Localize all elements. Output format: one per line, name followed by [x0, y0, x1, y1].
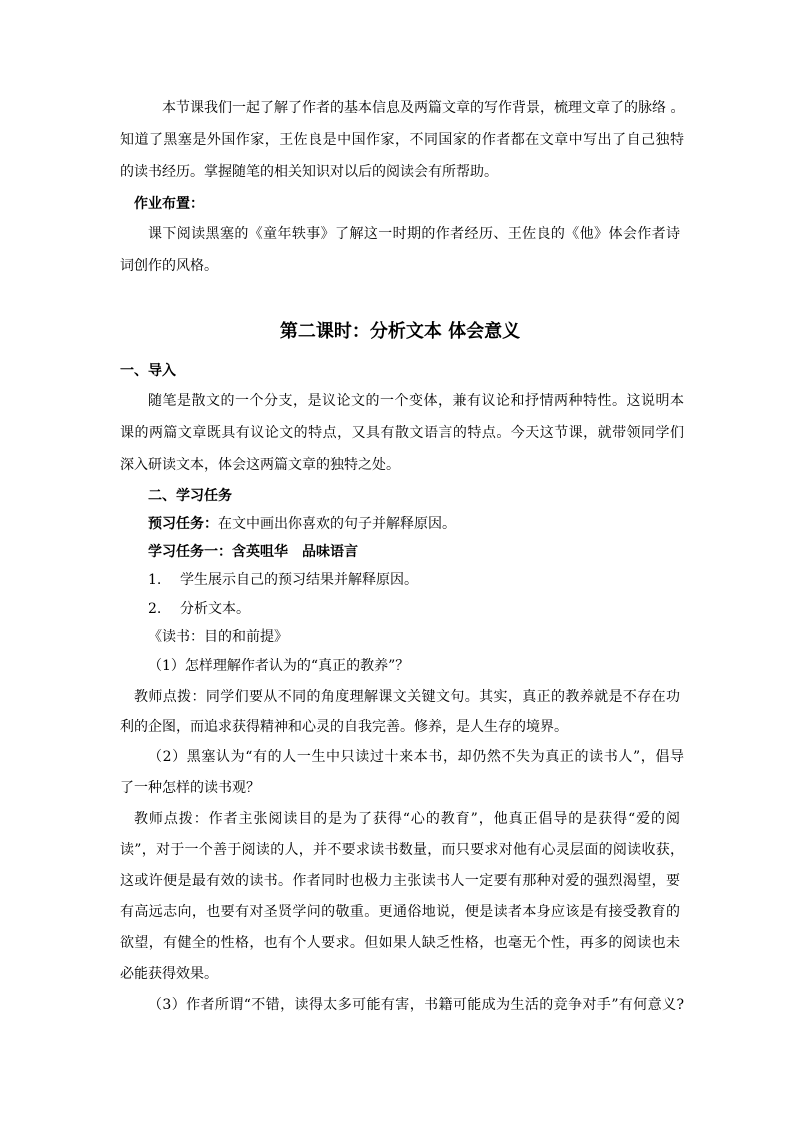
- homework-line-1: 课下阅读黑塞的《童年轶事》了解这一时期的作者经历、王佐良的《他》体会作者诗: [148, 226, 680, 242]
- homework-line-2: 词创作的风格。: [120, 258, 218, 274]
- q2-answer-line-3: 这或许便是最有效的读书。作者同时也极力主张读书人一定要有那种对爱的强烈渴望，要: [120, 873, 680, 889]
- q1-answer-line-1: 教师点拨：同学们要从不同的角度理解课文关键文句。其实，真正的教养就是不存在功: [134, 689, 680, 705]
- summary-line-2: 知道了黑塞是外国作家，王佐良是中国作家，不同国家的作者都在文章中写出了自己独特: [120, 132, 684, 148]
- q2-question-line-2: 了一种怎样的读书观？: [120, 780, 260, 796]
- task-step-2: [148, 599, 250, 619]
- q2-answer-line-4: 有高远志向，也要有对圣贤学问的敬重。更通俗地说，便是读者本身应该是有接受教育的: [120, 904, 680, 920]
- q2-answer-line-6: 必能获得效果。: [120, 966, 218, 982]
- preview-task: [148, 514, 456, 534]
- task-step-2-text: 分析文本。: [180, 601, 250, 617]
- intro-line-3: 深入研读文本，体会这两篇文章的独特之处。: [120, 457, 400, 473]
- task-step-1: [148, 570, 418, 590]
- homework-heading: 作业布置：: [134, 196, 204, 212]
- q1-question: （1）怎样理解作者认为的“真正的教养”？: [148, 658, 410, 674]
- q3-question: （3）作者所谓“不错，读得太多可能有害，书籍可能成为生活的竞争对手”有何意义?: [148, 997, 684, 1013]
- summary-line-3: 的读书经历。掌握随笔的相关知识对以后的阅读会有所帮助。: [120, 164, 498, 180]
- q2-answer-line-1: 教师点拨：作者主张阅读目的是为了获得“心的教育”，他真正倡导的是获得“爱的阅: [134, 811, 680, 827]
- q2-answer-line-5: 欲望，有健全的性格，也有个人要求。但如果人缺乏性格，也毫无个性，再多的阅读也未: [120, 935, 680, 951]
- preview-task-text: 在文中画出你喜欢的句子并解释原因。: [218, 516, 456, 532]
- task1-heading: 学习任务一：含英咀华 品味语言: [148, 544, 358, 560]
- preview-task-label: 预习任务：: [148, 516, 218, 532]
- q2-question-line-1: （2）黑塞认为“有的人一生中只读过十来本书，却仍然不失为真正的读书人”，倡导: [148, 749, 684, 765]
- task-step-1-text: 学生展示自己的预习结果并解释原因。: [180, 572, 418, 588]
- intro-line-1: 随笔是散文的一个分支，是议论文的一个变体，兼有议论和抒情两种特性。这说明本: [148, 393, 684, 409]
- tasks-heading: 二、学习任务: [148, 488, 232, 504]
- summary-line-1: 本节课我们一起了解了作者的基本信息及两篇文章的写作背景，梳理文章了的脉络 。: [162, 100, 685, 116]
- intro-line-2: 课的两篇文章既具有议论文的特点，又具有散文语言的特点。今天这节课，就带领同学们: [120, 425, 684, 441]
- lesson2-title: 第二课时：分析文本 体会意义: [279, 321, 521, 342]
- intro-heading: 一、导入: [120, 363, 176, 379]
- text-title: 《读书：目的和前提》: [148, 629, 288, 645]
- task-step-2-number: 2.: [148, 601, 162, 617]
- q1-answer-line-2: 利的企图，而追求获得精神和心灵的自我完善。修养，是人生存的境界。: [120, 719, 568, 735]
- task-step-1-number: 1.: [148, 572, 162, 588]
- q2-answer-line-2: 读”，对于一个善于阅读的人，并不要求读书数量，而只要求对他有心灵层面的阅读收获，: [120, 842, 684, 858]
